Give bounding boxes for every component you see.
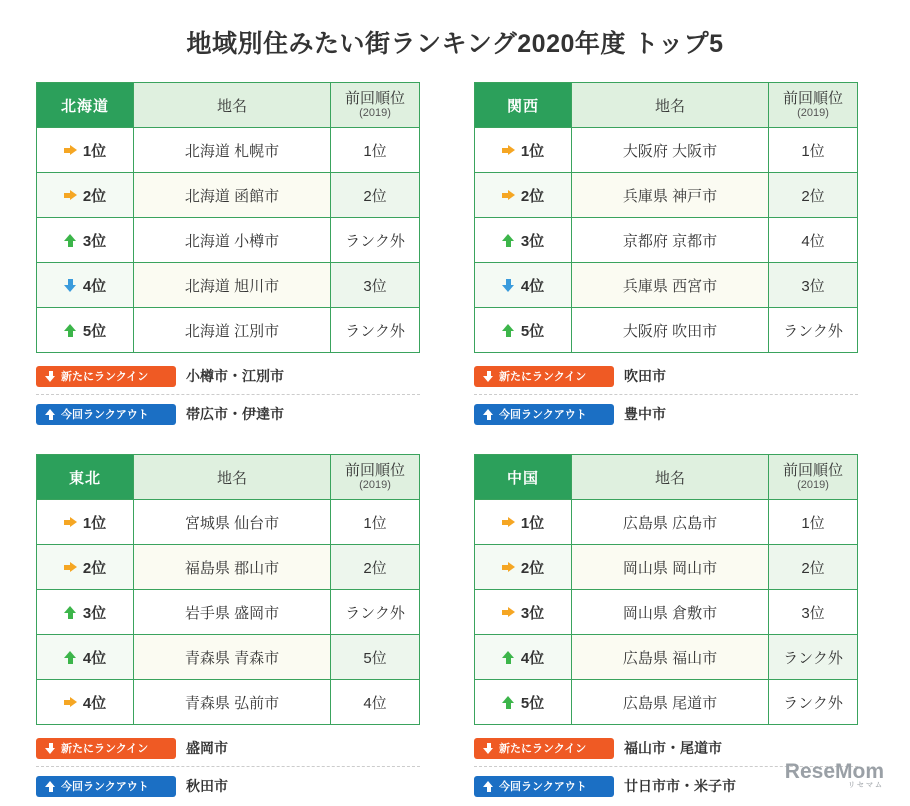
previous-rank-cell: 3位 (331, 263, 420, 308)
ranking-table (474, 454, 858, 725)
table-header-row (475, 83, 858, 128)
previous-rank-cell: 4位 (331, 680, 420, 725)
place-header: 地名 (572, 455, 769, 500)
rank-cell (37, 128, 134, 173)
up-arrow-icon (45, 781, 56, 792)
rank-cell (475, 128, 572, 173)
rank-cell (37, 545, 134, 590)
notes (36, 737, 420, 797)
table-row (475, 680, 858, 725)
table-row (37, 590, 420, 635)
place-cell: 岩手県 盛岡市 (134, 590, 331, 635)
previous-rank-header (769, 83, 858, 128)
region-header: 北海道 (37, 83, 134, 128)
previous-rank-cell: ランク外 (769, 635, 858, 680)
rank-cell (475, 635, 572, 680)
up-arrow-icon (483, 409, 494, 420)
rank-cell (475, 173, 572, 218)
up-arrow-icon (502, 324, 515, 337)
rank-label: 2位 (82, 559, 107, 577)
table-row (37, 128, 420, 173)
rank-cell (37, 218, 134, 263)
rank-in-label: 新たにランクイン (499, 743, 587, 755)
down-arrow-icon (502, 279, 515, 292)
rank-out-row (474, 403, 858, 425)
previous-rank-cell: ランク外 (769, 680, 858, 725)
place-header: 地名 (134, 455, 331, 500)
up-arrow-icon (64, 324, 77, 337)
ranking-table (36, 82, 420, 353)
rank-label: 4位 (520, 649, 545, 667)
rank-label: 5位 (82, 322, 107, 340)
rank-label: 1位 (82, 142, 107, 160)
place-cell: 大阪府 吹田市 (572, 308, 769, 353)
rank-in-text: 吹田市 (624, 368, 666, 384)
place-header: 地名 (572, 83, 769, 128)
rank-in-row (36, 737, 420, 759)
place-cell: 北海道 小樽市 (134, 218, 331, 263)
previous-rank-header-year: (2019) (359, 479, 391, 492)
rank-cell (37, 590, 134, 635)
rank-label: 5位 (520, 694, 545, 712)
region-header: 中国 (475, 455, 572, 500)
rank-label: 1位 (82, 514, 107, 532)
right-arrow-icon (502, 561, 515, 574)
place-cell: 大阪府 大阪市 (572, 128, 769, 173)
up-arrow-icon (483, 781, 494, 792)
rank-in-text: 盛岡市 (186, 740, 228, 756)
page-title: 地域別住みたい街ランキング2020年度 トップ5 (186, 30, 724, 58)
table-row (475, 590, 858, 635)
table-row (37, 635, 420, 680)
ranking-block (474, 454, 858, 804)
place-cell: 広島県 福山市 (572, 635, 769, 680)
ranking-block (36, 82, 420, 432)
right-arrow-icon (64, 696, 77, 709)
table-row (37, 545, 420, 590)
place-cell: 岡山県 倉敷市 (572, 590, 769, 635)
place-cell: 北海道 江別市 (134, 308, 331, 353)
ranking-table (474, 82, 858, 353)
resemom-logo (785, 760, 884, 790)
right-arrow-icon (502, 606, 515, 619)
table-row (475, 218, 858, 263)
up-arrow-icon (64, 234, 77, 247)
rank-in-badge (36, 738, 176, 759)
place-cell: 青森県 青森市 (134, 635, 331, 680)
rank-label: 1位 (520, 142, 545, 160)
notes (36, 365, 420, 425)
region-header: 東北 (37, 455, 134, 500)
ranking-block (474, 82, 858, 432)
rank-out-row (36, 403, 420, 425)
table-row (37, 263, 420, 308)
rank-label: 5位 (520, 322, 545, 340)
rank-out-text: 秋田市 (186, 778, 228, 794)
rank-cell (475, 500, 572, 545)
table-row (37, 308, 420, 353)
previous-rank-cell: 4位 (769, 218, 858, 263)
down-arrow-icon (45, 743, 56, 754)
rank-label: 2位 (82, 187, 107, 205)
rank-cell (37, 263, 134, 308)
rank-out-label: 今回ランクアウト (499, 781, 587, 793)
right-arrow-icon (64, 516, 77, 529)
previous-rank-cell: 1位 (769, 128, 858, 173)
place-cell: 京都府 京都市 (572, 218, 769, 263)
right-arrow-icon (64, 144, 77, 157)
previous-rank-cell: 1位 (331, 500, 420, 545)
rank-in-badge (36, 366, 176, 387)
down-arrow-icon (64, 279, 77, 292)
previous-rank-cell: ランク外 (331, 308, 420, 353)
rank-out-badge (474, 776, 614, 797)
up-arrow-icon (502, 651, 515, 664)
notes-divider (36, 394, 420, 395)
rank-cell (475, 218, 572, 263)
previous-rank-header (769, 455, 858, 500)
rank-out-label: 今回ランクアウト (499, 409, 587, 421)
table-row (475, 308, 858, 353)
rank-label: 4位 (82, 277, 107, 295)
previous-rank-cell: 3位 (769, 263, 858, 308)
place-cell: 北海道 函館市 (134, 173, 331, 218)
notes-divider (36, 766, 420, 767)
rank-in-label: 新たにランクイン (61, 371, 149, 383)
ranking-table (36, 454, 420, 725)
table-row (37, 500, 420, 545)
place-cell: 福島県 郡山市 (134, 545, 331, 590)
rank-out-label: 今回ランクアウト (61, 409, 149, 421)
previous-rank-cell: ランク外 (331, 218, 420, 263)
rank-cell (37, 173, 134, 218)
rank-in-badge (474, 366, 614, 387)
place-cell: 北海道 札幌市 (134, 128, 331, 173)
rank-cell (37, 308, 134, 353)
previous-rank-cell: 5位 (331, 635, 420, 680)
up-arrow-icon (64, 651, 77, 664)
place-cell: 宮城県 仙台市 (134, 500, 331, 545)
rank-in-row (36, 365, 420, 387)
previous-rank-header-year: (2019) (359, 107, 391, 120)
rank-out-text: 帯広市・伊達市 (186, 406, 284, 422)
right-arrow-icon (502, 516, 515, 529)
previous-rank-cell: 3位 (769, 590, 858, 635)
previous-rank-cell: 2位 (769, 545, 858, 590)
rank-cell (37, 680, 134, 725)
ranking-grid (0, 82, 910, 804)
previous-rank-header-label: 前回順位 (782, 90, 843, 108)
rank-out-badge (474, 404, 614, 425)
table-row (475, 128, 858, 173)
place-cell: 兵庫県 西宮市 (572, 263, 769, 308)
rank-label: 3位 (520, 232, 545, 250)
table-header-row (37, 455, 420, 500)
ranking-block (36, 454, 420, 804)
notes-divider (474, 394, 858, 395)
rank-cell (475, 680, 572, 725)
rank-label: 4位 (82, 694, 107, 712)
rank-label: 4位 (82, 649, 107, 667)
right-arrow-icon (502, 144, 515, 157)
rank-in-label: 新たにランクイン (61, 743, 149, 755)
place-cell: 広島県 尾道市 (572, 680, 769, 725)
previous-rank-header-label: 前回順位 (782, 462, 843, 480)
previous-rank-header (331, 83, 420, 128)
up-arrow-icon (502, 696, 515, 709)
table-row (475, 545, 858, 590)
rank-out-label: 今回ランクアウト (61, 781, 149, 793)
rank-cell (475, 590, 572, 635)
previous-rank-header (331, 455, 420, 500)
rank-cell (475, 263, 572, 308)
right-arrow-icon (64, 189, 77, 202)
previous-rank-header-year: (2019) (797, 479, 829, 492)
rank-out-badge (36, 776, 176, 797)
right-arrow-icon (64, 561, 77, 574)
previous-rank-cell: ランク外 (769, 308, 858, 353)
rank-cell (37, 500, 134, 545)
table-header-row (37, 83, 420, 128)
logo-text: ReseMom (784, 760, 884, 783)
table-row (475, 173, 858, 218)
rank-out-row (36, 775, 420, 797)
rank-cell (475, 545, 572, 590)
previous-rank-cell: 2位 (331, 545, 420, 590)
place-cell: 広島県 広島市 (572, 500, 769, 545)
table-row (37, 218, 420, 263)
up-arrow-icon (502, 234, 515, 247)
rank-out-text: 豊中市 (624, 406, 666, 422)
rank-label: 2位 (520, 187, 545, 205)
place-header: 地名 (134, 83, 331, 128)
table-header-row (475, 455, 858, 500)
previous-rank-cell: 2位 (769, 173, 858, 218)
place-cell: 兵庫県 神戸市 (572, 173, 769, 218)
down-arrow-icon (483, 371, 494, 382)
previous-rank-cell: 1位 (769, 500, 858, 545)
rank-cell (37, 635, 134, 680)
down-arrow-icon (45, 371, 56, 382)
rank-label: 2位 (520, 559, 545, 577)
previous-rank-cell: ランク外 (331, 590, 420, 635)
region-header: 関西 (475, 83, 572, 128)
rank-in-text: 福山市・尾道市 (624, 740, 722, 756)
rank-label: 4位 (520, 277, 545, 295)
rank-label: 1位 (520, 514, 545, 532)
down-arrow-icon (483, 743, 494, 754)
place-cell: 北海道 旭川市 (134, 263, 331, 308)
rank-in-row (474, 737, 858, 759)
rank-label: 3位 (82, 232, 107, 250)
right-arrow-icon (502, 189, 515, 202)
table-row (37, 173, 420, 218)
rank-out-text: 廿日市市・米子市 (624, 778, 736, 794)
table-row (475, 635, 858, 680)
previous-rank-cell: 1位 (331, 128, 420, 173)
previous-rank-header-label: 前回順位 (344, 462, 405, 480)
notes (474, 365, 858, 425)
place-cell: 青森県 弘前市 (134, 680, 331, 725)
rank-in-row (474, 365, 858, 387)
rank-in-badge (474, 738, 614, 759)
logo-subtext: リセマム (848, 782, 884, 789)
rank-in-label: 新たにランクイン (499, 371, 587, 383)
place-cell: 岡山県 岡山市 (572, 545, 769, 590)
rank-out-badge (36, 404, 176, 425)
rank-label: 3位 (520, 604, 545, 622)
table-row (475, 500, 858, 545)
table-row (475, 263, 858, 308)
rank-in-text: 小樽市・江別市 (186, 368, 284, 384)
up-arrow-icon (64, 606, 77, 619)
previous-rank-header-label: 前回順位 (344, 90, 405, 108)
table-row (37, 680, 420, 725)
previous-rank-cell: 2位 (331, 173, 420, 218)
rank-cell (475, 308, 572, 353)
rank-label: 3位 (82, 604, 107, 622)
previous-rank-header-year: (2019) (797, 107, 829, 120)
up-arrow-icon (45, 409, 56, 420)
